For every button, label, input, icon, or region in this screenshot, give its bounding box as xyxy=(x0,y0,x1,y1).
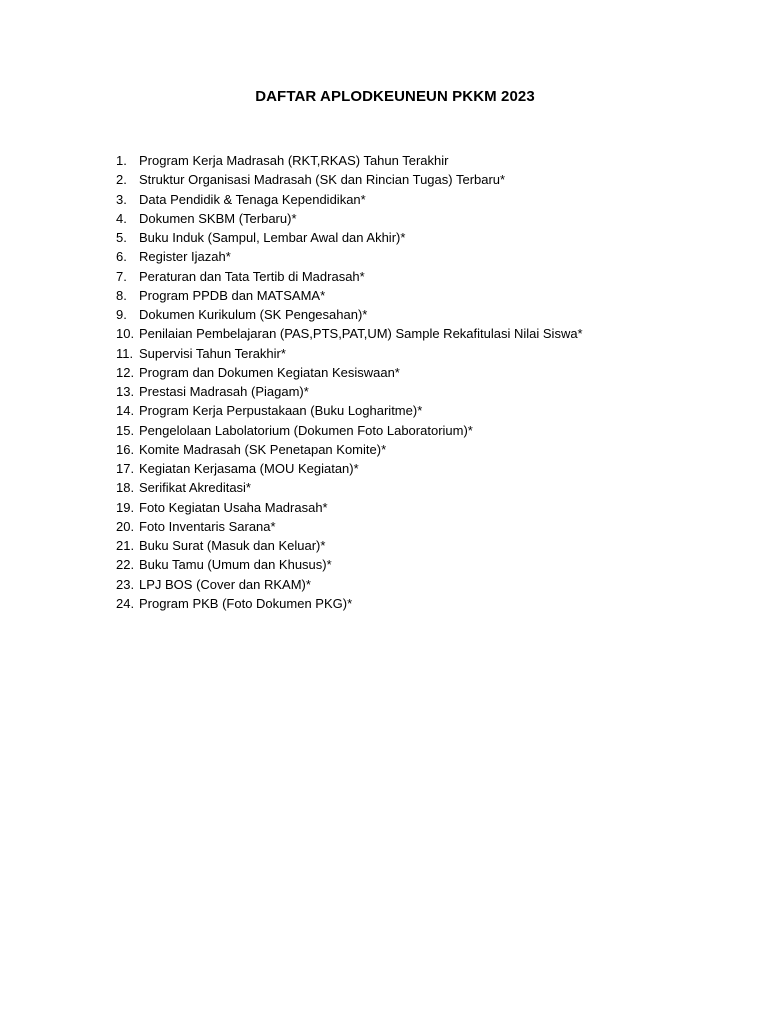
list-item xyxy=(116,209,736,228)
list-item-text: Program PKB (Foto Dokumen PKG)* xyxy=(139,595,353,611)
list-item-number: 20. xyxy=(116,518,135,534)
list-item-number: 14. xyxy=(116,403,135,419)
list-item-text: LPJ BOS (Cover dan RKAM)* xyxy=(139,576,311,592)
list-item-text: Buku Tamu (Umum dan Khusus)* xyxy=(139,557,332,573)
list-item xyxy=(116,440,736,459)
list-item xyxy=(116,536,736,555)
list-item xyxy=(116,228,736,247)
list-item-number: 19. xyxy=(116,499,135,515)
list-item-number: 11. xyxy=(116,345,134,361)
list-item-text: Buku Surat (Masuk dan Keluar)* xyxy=(139,538,326,553)
list-item-text: Program Kerja Madrasah (RKT,RKAS) Tahun Terakhir xyxy=(139,153,449,168)
list-item xyxy=(116,498,736,517)
list-item xyxy=(116,247,736,266)
list-item-number: 23. xyxy=(116,576,135,592)
list-item-number: 1. xyxy=(116,153,127,168)
list-item-number: 21. xyxy=(116,538,135,553)
list-item-number: 8. xyxy=(116,287,127,303)
list-item-text: Foto Inventaris Sarana* xyxy=(139,518,276,534)
list-item-text: Kegiatan Kerjasama (MOU Kegiatan)* xyxy=(139,461,359,476)
list-item-text: Serifikat Akreditasi* xyxy=(139,480,251,496)
list-item-number: 24. xyxy=(116,595,135,611)
list-item-text: Program PPDB dan MATSAMA* xyxy=(139,287,326,303)
list-item xyxy=(116,286,736,305)
list-item-text: Buku Induk (Sampul, Lembar Awal dan Akhir)* xyxy=(139,230,406,245)
list-item-number: 9. xyxy=(116,307,127,322)
list-item-number: 17. xyxy=(116,461,135,476)
list-item-number: 18. xyxy=(116,480,135,496)
list-item xyxy=(116,594,736,613)
document-title: DAFTAR APLODKEUNEUN PKKM 2023 xyxy=(255,88,535,105)
list-item xyxy=(116,421,736,440)
list-item xyxy=(116,190,736,209)
list-item-number: 4. xyxy=(116,210,127,226)
list-item xyxy=(116,459,736,478)
list-item-text: Program dan Dokumen Kegiatan Kesiswaan* xyxy=(139,364,400,380)
list-item xyxy=(116,363,736,382)
list-item-text: Supervisi Tahun Terakhir* xyxy=(139,345,286,361)
list-item-number: 13. xyxy=(116,384,135,399)
list-item xyxy=(116,151,736,170)
list-item-text: Prestasi Madrasah (Piagam)* xyxy=(139,384,309,399)
list-item xyxy=(116,305,736,324)
list-item-text: Pengelolaan Labolatorium (Dokumen Foto Laboratorium)* xyxy=(139,422,473,438)
list-item xyxy=(116,575,736,594)
list-item xyxy=(116,382,736,401)
list-item xyxy=(116,555,736,574)
list-item xyxy=(116,401,736,420)
document-item-list xyxy=(116,151,736,613)
list-item-text: Dokumen SKBM (Terbaru)* xyxy=(139,210,297,226)
list-item-number: 15. xyxy=(116,422,135,438)
list-item-text: Struktur Organisasi Madrasah (SK dan Rincian Tugas) Terbaru* xyxy=(139,172,506,188)
list-item-number: 5. xyxy=(116,230,127,245)
list-item-number: 2. xyxy=(116,172,127,188)
list-item-number: 6. xyxy=(116,249,127,265)
list-item xyxy=(116,478,736,497)
list-item-text: Dokumen Kurikulum (SK Pengesahan)* xyxy=(139,307,368,322)
list-item xyxy=(116,324,736,343)
list-item-number: 10. xyxy=(116,326,135,342)
list-item-number: 3. xyxy=(116,191,127,207)
list-item-text: Data Pendidik & Tenaga Kependidikan* xyxy=(139,191,366,207)
list-item-text: Foto Kegiatan Usaha Madrasah* xyxy=(139,499,328,515)
list-item xyxy=(116,344,736,363)
list-item-text: Penilaian Pembelajaran (PAS,PTS,PAT,UM) Sample Rekafitulasi Nilai Siswa* xyxy=(139,326,583,342)
list-item-number: 7. xyxy=(116,268,127,284)
list-item-number: 12. xyxy=(116,364,135,380)
list-item-number: 16. xyxy=(116,441,135,457)
list-item-text: Peraturan dan Tata Tertib di Madrasah* xyxy=(139,268,365,284)
list-item xyxy=(116,267,736,286)
list-item xyxy=(116,517,736,536)
list-item xyxy=(116,170,736,189)
list-item-text: Program Kerja Perpustakaan (Buku Logharitme)* xyxy=(139,403,423,419)
list-item-text: Komite Madrasah (SK Penetapan Komite)* xyxy=(139,441,387,457)
list-item-number: 22. xyxy=(116,557,135,573)
list-item-text: Register Ijazah* xyxy=(139,249,231,265)
